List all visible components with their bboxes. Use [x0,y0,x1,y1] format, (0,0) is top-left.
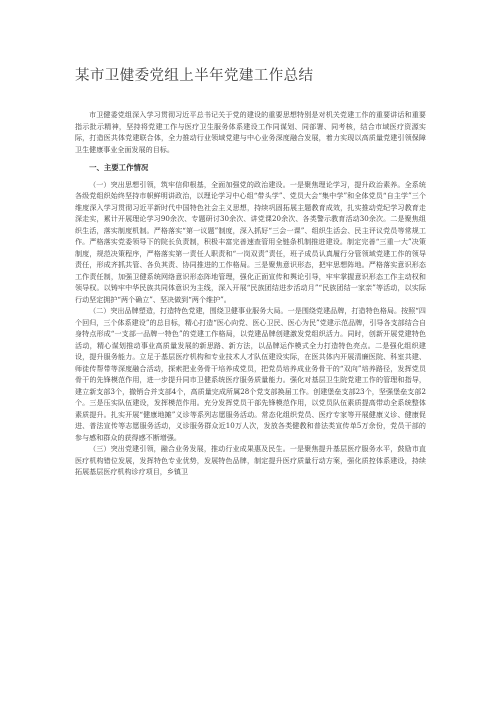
document-body [75,109,426,478]
paragraph-1: （一）突出思想引领，筑牢信仰根基，全面加强党的政治建设。一是聚焦理论学习，提升政治素养。全系统各级党组织始终坚持市帜鲜明讲政治，以理论学习中心组“带头学”、党员大会“集中学”和全体党员“自主学”三个维度深入学习贯彻习近平新时代中国特色社会主义思想，持续巩固拓展主题教育成效，扎实推动党纪学习教育走深走实，累计开展理论学习90余次、专题研讨30余次、讲党课20余次、各类警示教育活动30余次。二是聚焦组织生活，落实制度机制。严格落实“第一议题”制度，深入抓好“三会一课”、组织生活会、民主评议党员等常规工作。严格落实党委领导下的院长负责制，积极丰富完善速查管用全链条机制推进建设。制定完善“三重一大”决策制度，规范决策程序，严格落实第一责任人职责和“一岗双责”责任，班子成员认真履行分管领域党建工作的领导责任，形成齐抓共管、各负其责、协同推进的工作格局。三是聚焦意识形态，把牢思想阵地。严格落实意识形态工作责任制，加强卫健系统网络意识形态阵地管理，强化正面宣传和舆论引导，牢牢掌握意识形态工作主动权和领导权。以铸牢中华民族共同体意识为主线，深入开展“民族团结进步活动月”“民族团结一家亲”等活动，以实际行动坚定拥护“两个确立”、坚决做到“两个维护”。 [75,179,426,304]
section-heading: 一、主要工作情况 [89,163,149,172]
paragraph-2: （二）突出品牌塑造，打造特色党建，围绕卫健事业服务大局。一是围绕党建品牌，打造特色格局。按照“四个回归，三个体系建设”的总目标，精心打造“医心向党、医心卫民、医心为民”党建示范品牌，引导各支部结合自身特点形成“一支部一品牌一特色”的党建工作格局，以党建品牌创建激发党组织活力。同时，创新开展党建特色活动，精心谋划推动事业高质量发展的新思路、新方法，以品牌运作模式全力打造特色亮点。二是强化组织建设，提升服务能力。立足于基层医疗机构和专业技术人才队伍建设实际，在医共体内开展清廉医院、科室共建、师徒传帮带等深度融合活动，探索把业务骨干培养成党员，把党员培养成业务骨干的“双向”培养路径，发挥党员骨干的先锋模范作用，进一步提升同市卫健系统医疗服务质量能力。强化对基层卫生院党建工作的管理和指导，建立新支部3个，撤销合并支部4个，高质量完成所属28个党支部换届工作。创建堡垒支部23个，坚强堡垒支部2个。三是压实队伍建设，发挥模范作用。充分发挥党员干部先锋模范作用，以党员队伍素质提高带动全系统整体素质提升。扎实开展“健康地摊”义诊等系列志愿服务活动。常态化组织党员、医疗专家等开展健康义诊、健康促进、普法宣传等志愿服务活动，义诊服务群众近10万人次，发放各类健教和普法类宣传单5万余份，党员干部的参与感和群众的获得感不断增强。 [75,306,426,442]
document-title: 某市卫健委党组上半年党建工作总结 [75,68,314,84]
intro-paragraph: 市卫健委党组深入学习贯彻习近平总书记关于党的建设的重要思想特别是对机关党建工作的重要讲话和重要指示批示精神，坚持将党建工作与医疗卫生服务体系建设工作同谋划、同部署、同考核，结合市域医疗资源实际，打造医共体党建联合体，全力推动行业领域党建与中心业务深度融合发展，着力实现以高质量党建引领保障卫生健康事业全面发展的目标。 [75,110,426,154]
paragraph-3: （三）突出党建引领，融合业务发展，推动行业成果惠及民生。一是聚焦提升基层医疗服务水平，鼓励市直医疗机构错位发展，发挥特色专业优势，发展特色品牌，制定提升医疗质量行动方案，强化质控体系建设，持续拓展基层医疗机构诊疗项目，乡镇卫 [75,444,426,476]
